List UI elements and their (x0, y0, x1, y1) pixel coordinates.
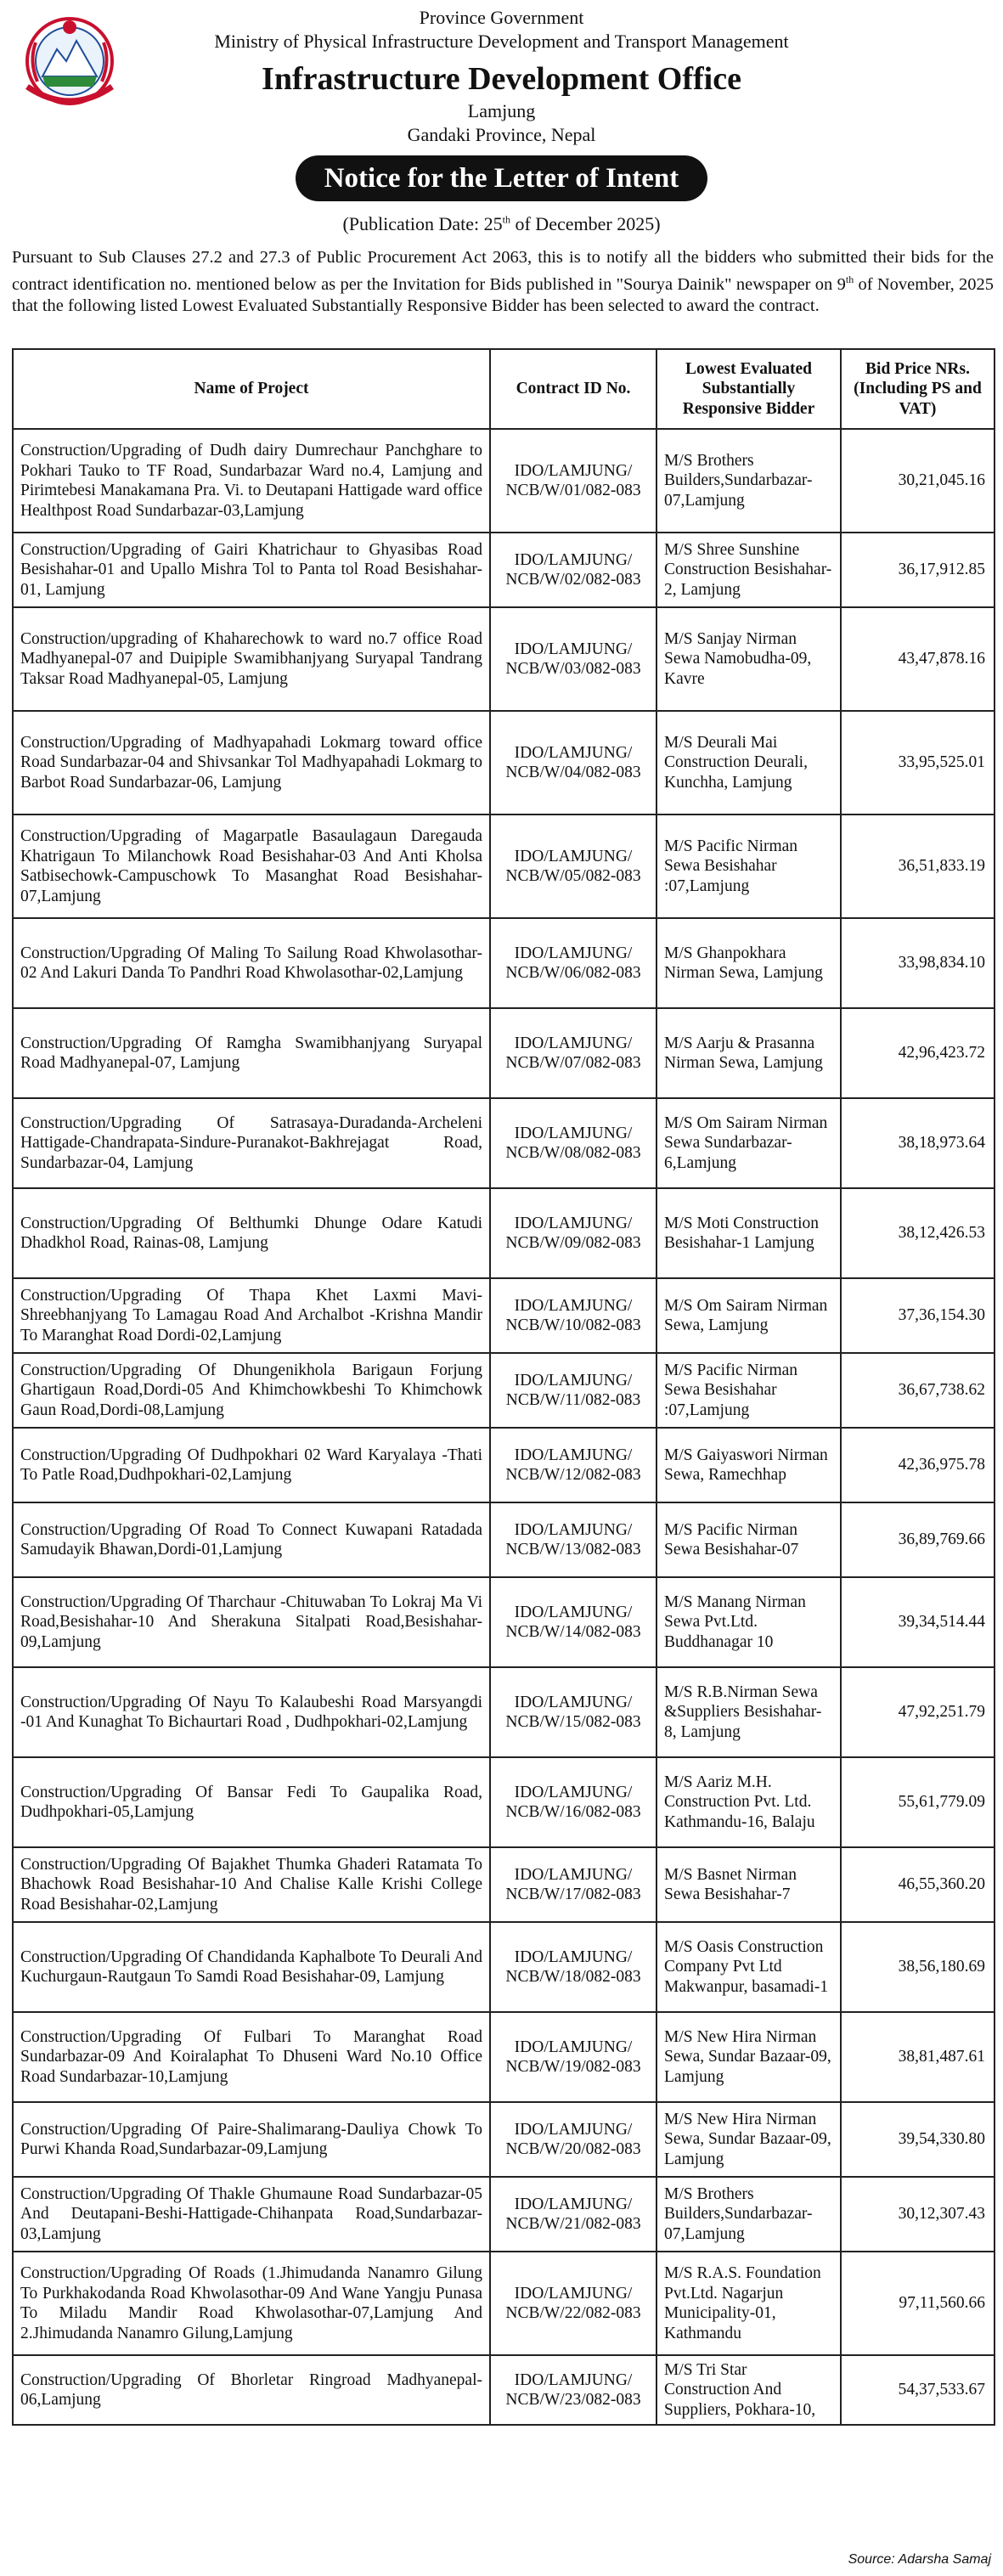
contract-id: IDO/LAMJUNG/ NCB/W/04/082-083 (490, 711, 656, 815)
project-name: Construction/Upgrading Of Fulbari To Maranghat Road Sundarbazar-09 And Koiralaphat To Dhuseni Ward No.10 Office Road Sundarbazar-10,Lamjung (13, 2012, 490, 2102)
source-credit: Source: Adarsha Samaj (848, 2552, 991, 2567)
bidder-name: M/S R.A.S. Foundation Pvt.Ltd. Nagarjun Municipality-01, Kathmandu (656, 2252, 841, 2355)
contract-id: IDO/LAMJUNG/ NCB/W/03/082-083 (490, 607, 656, 711)
project-name: Construction/Upgrading Of Bhorletar Ringroad Madhyanepal-06,Lamjung (13, 2355, 490, 2425)
bid-price: 97,11,560.66 (841, 2252, 995, 2355)
publication-date: (Publication Date: 25th of December 2025) (342, 213, 661, 234)
bidder-name: M/S Basnet Nirman Sewa Besishahar-7 (656, 1847, 841, 1922)
bid-price: 36,67,738.62 (841, 1353, 995, 1428)
contract-id: IDO/LAMJUNG/ NCB/W/16/082-083 (490, 1757, 656, 1847)
bidder-name: M/S Brothers Builders,Sundarbazar-07,Lamjung (656, 429, 841, 533)
bid-price: 42,96,423.72 (841, 1008, 995, 1098)
bidders-table (12, 348, 995, 2426)
contract-id: IDO/LAMJUNG/ NCB/W/23/082-083 (490, 2355, 656, 2425)
project-name: Construction/Upgrading of Magarpatle Basaulagaun Daregauda Khatrigaun To Milanchowk Road Besishahar-03 And Anti Kholsa Satbisechowk-Campuschowk To Masanghat Road Besishahar-07,Lamjung (13, 815, 490, 918)
bidder-name: M/S Deurali Mai Construction Deurali, Kunchha, Lamjung (656, 711, 841, 815)
bid-price: 33,98,834.10 (841, 918, 995, 1008)
contract-id: IDO/LAMJUNG/ NCB/W/13/082-083 (490, 1502, 656, 1577)
contract-id: IDO/LAMJUNG/ NCB/W/06/082-083 (490, 918, 656, 1008)
contract-id: IDO/LAMJUNG/ NCB/W/10/082-083 (490, 1278, 656, 1353)
bidder-name: M/S Oasis Construction Company Pvt Ltd Makwanpur, basamadi-1 (656, 1922, 841, 2012)
bid-price: 37,36,154.30 (841, 1278, 995, 1353)
table-row (13, 2012, 995, 2102)
contract-id: IDO/LAMJUNG/ NCB/W/22/082-083 (490, 2252, 656, 2355)
project-name: Construction/Upgrading Of Chandidanda Kaphalbote To Deurali And Kuchurgaun-Rautgaun To Samdi Road Besishahar-09, Lamjung (13, 1922, 490, 2012)
project-name: Construction/Upgrading Of Thapa Khet Laxmi Mavi-Shreebhanjyang To Lamagau Road And Archalbot -Krishna Mandir To Maranghat Road Dordi-02,Lamjung (13, 1278, 490, 1353)
project-name: Construction/Upgrading Of Dhungenikhola Barigaun Forjung Ghartigaun Road,Dordi-05 And Khimchowkbeshi To Khimchowk Gaun Road,Dordi-08,Lamjung (13, 1353, 490, 1428)
contract-id: IDO/LAMJUNG/ NCB/W/15/082-083 (490, 1667, 656, 1757)
table-row (13, 2252, 995, 2355)
bidder-name: M/S New Hira Nirman Sewa, Sundar Bazaar-09, Lamjung (656, 2102, 841, 2177)
table-row (13, 429, 995, 533)
table-row (13, 1353, 995, 1428)
bidder-name: M/S Om Sairam Nirman Sewa Sundarbazar-6,Lamjung (656, 1098, 841, 1188)
project-name: Construction/upgrading of Khaharechowk to ward no.7 office Road Madhyanepal-07 and Duipiple Swamibhanjyang Suryapal Tandrang Taksar Road Madhyanepal-05, Lamjung (13, 607, 490, 711)
contract-id: IDO/LAMJUNG/ NCB/W/01/082-083 (490, 429, 656, 533)
bid-price: 42,36,975.78 (841, 1428, 995, 1502)
district-line: Lamjung (467, 100, 536, 121)
bidder-name: M/S Ghanpokhara Nirman Sewa, Lamjung (656, 918, 841, 1008)
table-row (13, 533, 995, 607)
project-name: Construction/Upgrading of Dudh dairy Dumrechaur Panchghare to Pokhari Tauko to TF Road, Sundarbazar Ward no.4, Lamjung and Pirimtebesi Manakamana Pra. Vi. to Deutapani Hattigade ward office Healthpost Road Sundarbazar-03,Lamjung (13, 429, 490, 533)
bidder-name: M/S Aariz M.H. Construction Pvt. Ltd. Kathmandu-16, Balaju (656, 1757, 841, 1847)
project-name: Construction/Upgrading Of Paire-Shalimarang-Dauliya Chowk To Purwi Khanda Road,Sundarbazar-09,Lamjung (13, 2102, 490, 2177)
province-line: Gandaki Province, Nepal (407, 124, 596, 145)
project-name: Construction/Upgrading Of Maling To Sailung Road Khwolasothar-02 And Lakuri Danda To Pandhri Road Khwolasothar-02,Lamjung (13, 918, 490, 1008)
table-row (13, 1922, 995, 2012)
table-row (13, 1577, 995, 1667)
table-row (13, 1008, 995, 1098)
table-row (13, 1098, 995, 1188)
bid-price: 30,12,307.43 (841, 2177, 995, 2252)
project-name: Construction/Upgrading of Madhyapahadi Lokmarg toward office Road Sundarbazar-04 and Shivsankar Tol Madhyapahadi Lokmarg to Barbot Road Sundarbazar-06, Lamjung (13, 711, 490, 815)
project-name: Construction/Upgrading Of Satrasaya-Duradanda-Archeleni Hattigade-Chandrapata-Sindure-Puranakot-Bakhrejagat Road, Sundarbazar-04, Lamjung (13, 1098, 490, 1188)
bid-price: 36,51,833.19 (841, 815, 995, 918)
bid-price: 36,17,912.85 (841, 533, 995, 607)
bidder-name: M/S Pacific Nirman Sewa Besishahar :07,Lamjung (656, 1353, 841, 1428)
project-name: Construction/Upgrading Of Bansar Fedi To Gaupalika Road, Dudhpokhari-05,Lamjung (13, 1757, 490, 1847)
header-project: Name of Project (13, 349, 490, 429)
contract-id: IDO/LAMJUNG/ NCB/W/14/082-083 (490, 1577, 656, 1667)
table-row (13, 918, 995, 1008)
bid-price: 54,37,533.67 (841, 2355, 995, 2425)
bid-price: 38,56,180.69 (841, 1922, 995, 2012)
header-bid-price: Bid Price NRs. (Including PS and VAT) (841, 349, 995, 429)
table-row (13, 1188, 995, 1278)
bid-price: 39,54,330.80 (841, 2102, 995, 2177)
bid-price: 38,81,487.61 (841, 2012, 995, 2102)
contract-id: IDO/LAMJUNG/ NCB/W/09/082-083 (490, 1188, 656, 1278)
contract-id: IDO/LAMJUNG/ NCB/W/18/082-083 (490, 1922, 656, 2012)
bidder-name: M/S Brothers Builders,Sundarbazar-07,Lamjung (656, 2177, 841, 2252)
notice-title-banner: Notice for the Letter of Intent (296, 155, 707, 201)
contract-id: IDO/LAMJUNG/ NCB/W/17/082-083 (490, 1847, 656, 1922)
table-row (13, 2177, 995, 2252)
table-row (13, 815, 995, 918)
contract-id: IDO/LAMJUNG/ NCB/W/12/082-083 (490, 1428, 656, 1502)
project-name: Construction/Upgrading Of Roads (1.Jhimudanda Nanamro Gilung To Purkhakodanda Road Khwolasothar-09 And Wane Yangju Punasa To Miladu Mandir Road Khwolasothar-07,Lamjung And 2.Jhimudanda Nanamro Gilung,Lamjung (13, 2252, 490, 2355)
project-name: Construction/Upgrading Of Belthumki Dhunge Odare Katudi Dhadkhol Road, Rainas-08, Lamjung (13, 1188, 490, 1278)
bidder-name: M/S Om Sairam Nirman Sewa, Lamjung (656, 1278, 841, 1353)
contract-id: IDO/LAMJUNG/ NCB/W/02/082-083 (490, 533, 656, 607)
bid-price: 36,89,769.66 (841, 1502, 995, 1577)
bidder-name: M/S Tri Star Construction And Suppliers, Pokhara-10, (656, 2355, 841, 2425)
table-row (13, 2355, 995, 2425)
header-contract-id: Contract ID No. (490, 349, 656, 429)
bidder-name: M/S Moti Construction Besishahar-1 Lamjung (656, 1188, 841, 1278)
intro-paragraph: Pursuant to Sub Clauses 27.2 and 27.3 of Public Procurement Act 2063, this is to notify all the bidders who submitted their bids for the contract identification no. mentioned below as per the Invitation for Bids published in "Sourya Dainik" newspaper on 9th of November, 2025 that the following listed Lowest Evaluated Substantially Responsive Bidder has been selected to award the contract. (12, 248, 995, 315)
bidder-name: M/S Gaiyaswori Nirman Sewa, Ramechhap (656, 1428, 841, 1502)
bid-price: 46,55,360.20 (841, 1847, 995, 1922)
bidder-name: M/S R.B.Nirman Sewa &Suppliers Besishahar-8, Lamjung (656, 1667, 841, 1757)
contract-id: IDO/LAMJUNG/ NCB/W/08/082-083 (490, 1098, 656, 1188)
contract-id: IDO/LAMJUNG/ NCB/W/21/082-083 (490, 2177, 656, 2252)
contract-id: IDO/LAMJUNG/ NCB/W/11/082-083 (490, 1353, 656, 1428)
project-name: Construction/Upgrading Of Nayu To Kalaubeshi Road Marsyangdi -01 And Kunaghat To Bichaurtari Road , Dudhpokhari-02,Lamjung (13, 1667, 490, 1757)
header-bidder: Lowest Evaluated Substantially Responsive Bidder (656, 349, 841, 429)
bid-price: 47,92,251.79 (841, 1667, 995, 1757)
bidder-name: M/S Pacific Nirman Sewa Besishahar :07,Lamjung (656, 815, 841, 918)
bid-price: 43,47,878.16 (841, 607, 995, 711)
bid-price: 39,34,514.44 (841, 1577, 995, 1667)
bidder-name: M/S Shree Sunshine Construction Besishahar-2, Lamjung (656, 533, 841, 607)
bidder-name: M/S Aarju & Prasanna Nirman Sewa, Lamjung (656, 1008, 841, 1098)
bid-price: 33,95,525.01 (841, 711, 995, 815)
table-header-row (13, 349, 995, 429)
contract-id: IDO/LAMJUNG/ NCB/W/07/082-083 (490, 1008, 656, 1098)
bid-price: 38,12,426.53 (841, 1188, 995, 1278)
table-row (13, 1502, 995, 1577)
project-name: Construction/Upgrading Of Road To Connect Kuwapani Ratadada Samudayik Bhawan,Dordi-01,Lamjung (13, 1502, 490, 1577)
contract-id: IDO/LAMJUNG/ NCB/W/20/082-083 (490, 2102, 656, 2177)
project-name: Construction/Upgrading Of Dudhpokhari 02 Ward Karyalaya -Thati To Patle Road,Dudhpokhari-02,Lamjung (13, 1428, 490, 1502)
contract-id: IDO/LAMJUNG/ NCB/W/05/082-083 (490, 815, 656, 918)
table-row (13, 1278, 995, 1353)
project-name: Construction/Upgrading Of Tharchaur -Chituwaban To Lokraj Ma Vi Road,Besishahar-10 And Sherakuna Sitalpati Road,Besishahar-09,Lamjung (13, 1577, 490, 1667)
bidder-name: M/S Sanjay Nirman Sewa Namobudha-09, Kavre (656, 607, 841, 711)
bidder-name: M/S Manang Nirman Sewa Pvt.Ltd. Buddhanagar 10 (656, 1577, 841, 1667)
bidder-name: M/S New Hira Nirman Sewa, Sundar Bazaar-09, Lamjung (656, 2012, 841, 2102)
table-row (13, 1428, 995, 1502)
table-row (13, 607, 995, 711)
contract-id: IDO/LAMJUNG/ NCB/W/19/082-083 (490, 2012, 656, 2102)
province-government-line: Province Government (419, 7, 584, 28)
table-row (13, 1757, 995, 1847)
table-row (13, 1667, 995, 1757)
bid-price: 55,61,779.09 (841, 1757, 995, 1847)
ministry-line: Ministry of Physical Infrastructure Development and Transport Management (214, 31, 789, 52)
office-title: Infrastructure Development Office (262, 61, 741, 97)
bid-price: 38,18,973.64 (841, 1098, 995, 1188)
project-name: Construction/Upgrading Of Ramgha Swamibhanjyang Suryapal Road Madhyanepal-07, Lamjung (13, 1008, 490, 1098)
bid-price: 30,21,045.16 (841, 429, 995, 533)
project-name: Construction/Upgrading Of Bajakhet Thumka Ghaderi Ratamata To Bhachowk Road Besishahar-10 And Chalise Kalle Krishi College Road Besishahar-02,Lamjung (13, 1847, 490, 1922)
bidder-name: M/S Pacific Nirman Sewa Besishahar-07 (656, 1502, 841, 1577)
project-name: Construction/Upgrading of Gairi Khatrichaur to Ghyasibas Road Besishahar-01 and Upallo Mishra Tol to Panta tol Road Besishahar-01, Lamjung (13, 533, 490, 607)
table-row (13, 2102, 995, 2177)
table-row (13, 1847, 995, 1922)
project-name: Construction/Upgrading Of Thakle Ghumaune Road Sundarbazar-05 And Deutapani-Beshi-Hattigade-Chihanpata Road,Sundarbazar-03,Lamjung (13, 2177, 490, 2252)
table-row (13, 711, 995, 815)
